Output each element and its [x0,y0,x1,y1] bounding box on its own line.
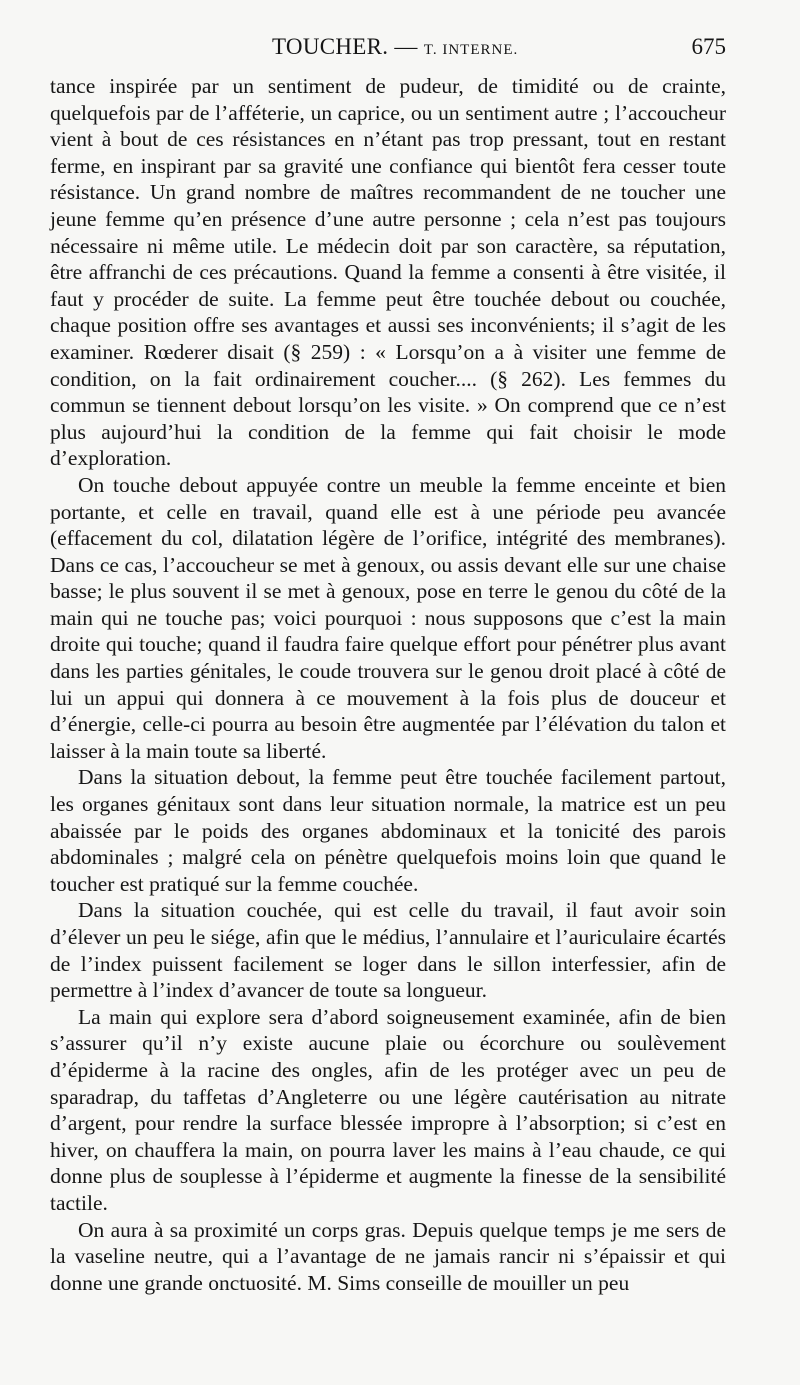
paragraph-hand-preparation: La main qui explore sera d’abord soigneusement examinée, afin de bien s’assurer qu’il n’y existe aucune plaie ou écorchure ou soulèvement d’épiderme à la racine des ongles, afin de les protéger avec un peu de sparadrap, du taffetas d’Angleterre ou une légère cautérisation au nitrate d’argent, pour rendre la surface blessée impropre à l’absorption; si c’est en hiver, on chauffera la main, on pourra laver les mains à l’eau chaude, ce qui donne plus de souplesse à l’épiderme et augmente la finesse de la sensibilité tactile. [50,1004,726,1215]
paragraph-lubricant: On aura à sa proximité un corps gras. Depuis quelque temps je me sers de la vaseline neutre, qui a l’avantage de ne jamais rancir ni s’épaissir et qui donne une grande onctuosité. M. Sims conseille de mouiller un peu [50,1217,726,1295]
page-header [50,30,726,70]
paragraph-continuation: tance inspirée par un sentiment de pudeur, de timidité ou de crainte, quelquefois par de l’afféterie, un caprice, ou un sentiment autre ; l’accoucheur vient à bout de ces résistances en n’étant pas trop pressant, tout en restant ferme, en inspirant par sa gravité une confiance qui bientôt fera cesser toute résistance. Un grand nombre de maîtres recommandent de ne toucher une jeune femme qu’en présence d’une autre personne ; cela n’est pas toujours nécessaire ni même utile. Le médecin doit par son caractère, sa réputation, être affranchi de ces précautions. Quand la femme a consenti à être visitée, il faut y procéder de suite. La femme peut être touchée debout ou couchée, chaque position offre ses avantages et aussi ses inconvénients; il s’agit de les examiner. Rœderer disait (§ 259) : « Lorsqu’on a à visiter une femme de condition, on la fait ordinairement coucher.... (§ 262). Les femmes du commun se tiennent debout lorsqu’on les visite. » On comprend que ce n’est plus aujourd’hui la condition de la femme qui fait choisir le mode d’exploration. [50,74,726,471]
page-number: 675 [691,34,726,59]
header-separator: — [394,34,418,59]
running-subtitle: T. INTERNE. [423,42,519,58]
paragraph-standing-position: Dans la situation debout, la femme peut être touchée facilement partout, les organes génitaux sont dans leur situation normale, la matrice est un peu abaissée par le poids des organes abdominaux et la tonicité des parois abdominales ; malgré cela on pénètre quelquefois moins loin que quand le toucher est pratiqué sur la femme couchée. [50,765,726,896]
running-head [272,34,518,60]
body-text [50,73,726,1296]
paragraph-standing-exam: On touche debout appuyée contre un meuble la femme enceinte et bien portante, et celle en travail, quand elle est à une période peu avancée (effacement du col, dilatation légère de l’orifice, intégrité des membranes). Dans ce cas, l’accoucheur se met à genoux, ou assis devant elle sur une chaise basse; le plus souvent il se met à genoux, pose en terre le genou du côté de la main qui ne touche pas; voici pourquoi : nous supposons que c’est la main droite qui touche; quand il faudra faire quelque effort pour pénétrer plus avant dans les parties génitales, le coude trouvera sur le genou droit placé à côté de lui un appui qui donnera à ce mouvement à la fois plus de douceur et d’énergie, celle-ci pourra au besoin être augmentée par l’élévation du talon et laisser à la main toute sa liberté. [50,472,726,763]
paragraph-lying-position: Dans la situation couchée, qui est celle du travail, il faut avoir soin d’élever un peu le siége, afin que le médius, l’annulaire et l’auriculaire écartés de l’index puissent facilement se loger dans le sillon interfessier, afin de permettre à l’index d’avancer de toute sa longueur. [50,898,726,1003]
running-title: TOUCHER. [272,34,389,59]
